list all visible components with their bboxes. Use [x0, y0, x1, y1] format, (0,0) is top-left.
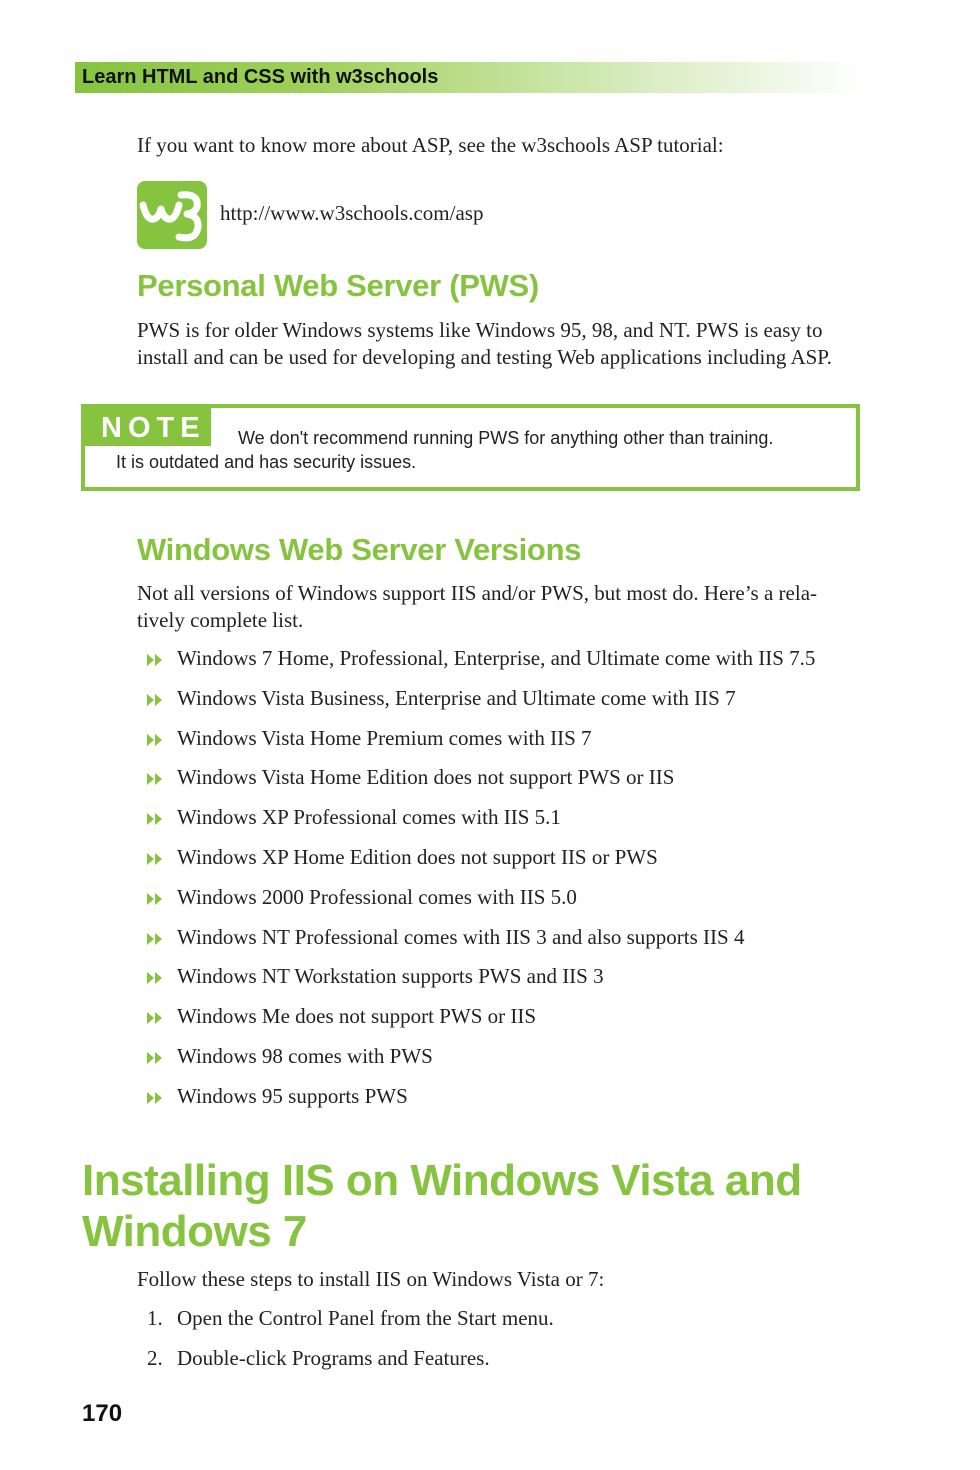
- double-arrow-icon: [147, 734, 164, 746]
- step-text: Double-click Programs and Features.: [177, 1346, 490, 1370]
- list-item-text: Windows NT Workstation supports PWS and IIS 3: [177, 964, 604, 989]
- double-arrow-icon: [147, 933, 164, 945]
- note-text-line-1: We don't recommend running PWS for anything other than training.: [238, 428, 774, 448]
- list-item-text: Windows Vista Business, Enterprise and Ultimate come with IIS 7: [177, 685, 736, 710]
- note-label: NOTE: [101, 412, 206, 444]
- double-arrow-icon: [147, 1012, 164, 1024]
- asp-intro-text: If you want to know more about ASP, see the w3schools ASP tutorial:: [137, 133, 724, 157]
- note-text-line-2: It is outdated and has security issues.: [116, 452, 417, 472]
- list-item-text: Windows Vista Home Edition does not support PWS or IIS: [177, 765, 675, 790]
- list-item-text: Windows 2000 Professional comes with IIS 5.0: [177, 884, 577, 909]
- asp-tutorial-link[interactable]: http://www.w3schools.com/asp: [220, 201, 484, 225]
- double-arrow-icon: [147, 654, 164, 666]
- chapter-heading-line-2: Windows 7: [82, 1207, 307, 1256]
- note-box: [81, 404, 860, 491]
- list-item-text: Windows Vista Home Premium comes with IIS 7: [177, 725, 592, 750]
- chapter-heading-line-1: Installing IIS on Windows Vista and: [82, 1156, 802, 1205]
- list-item-text: Windows 95 supports PWS: [177, 1083, 408, 1108]
- step-text: Open the Control Panel from the Start menu.: [177, 1306, 554, 1330]
- list-item-text: Windows XP Home Edition does not support IIS or PWS: [177, 844, 658, 869]
- list-item-text: Windows XP Professional comes with IIS 5.1: [177, 805, 561, 830]
- w3schools-logo-icon: [137, 181, 207, 249]
- versions-intro-line-2: tively complete list.: [137, 608, 304, 632]
- section-heading-versions: Windows Web Server Versions: [137, 532, 582, 567]
- list-item-text: Windows NT Professional comes with IIS 3 and also supports IIS 4: [177, 924, 745, 949]
- list-item-text: Windows 7 Home, Professional, Enterprise, and Ultimate come with IIS 7.5: [177, 646, 816, 670]
- versions-intro-line-1: Not all versions of Windows support IIS and/or PWS, but most do. Here’s a rela-: [137, 581, 818, 605]
- step-number: 1.: [147, 1306, 163, 1330]
- installing-intro: Follow these steps to install IIS on Windows Vista or 7:: [137, 1267, 605, 1291]
- chapter-heading-installing-iis: [82, 1155, 942, 1257]
- list-item-text: Windows Me does not support PWS or IIS: [177, 1004, 537, 1029]
- pws-description: PWS is for older Windows systems like Windows 95, 98, and NT. PWS is easy to install and can be used for developing and testing Web applications including ASP.: [137, 318, 832, 369]
- double-arrow-icon: [147, 853, 164, 865]
- list-item-text: Windows 98 comes with PWS: [177, 1043, 433, 1068]
- double-arrow-icon: [147, 694, 164, 706]
- double-arrow-icon: [147, 1092, 164, 1104]
- section-heading-pws: Personal Web Server (PWS): [137, 268, 539, 303]
- running-header-title: Learn HTML and CSS with w3schools: [82, 66, 439, 88]
- page-number: 170: [82, 1400, 123, 1427]
- double-arrow-icon: [147, 893, 164, 905]
- double-arrow-icon: [147, 773, 164, 785]
- double-arrow-icon: [147, 813, 164, 825]
- step-number: 2.: [147, 1346, 163, 1370]
- double-arrow-icon: [147, 1052, 164, 1064]
- double-arrow-icon: [147, 972, 164, 984]
